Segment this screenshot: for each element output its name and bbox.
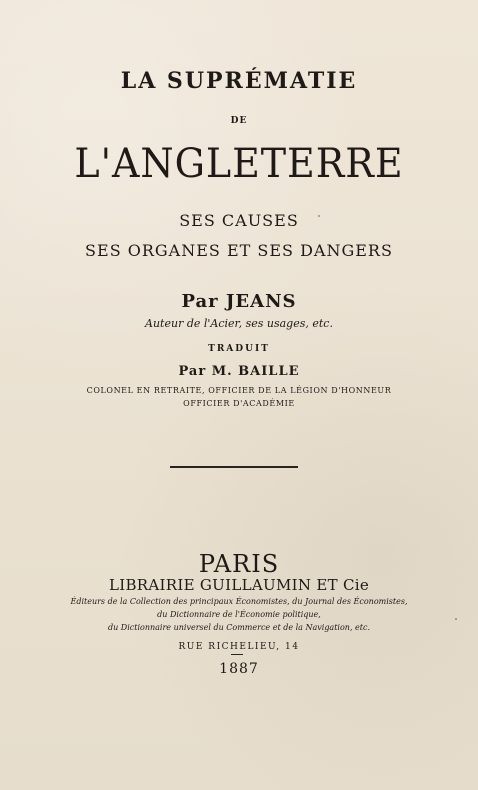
section-divider bbox=[170, 466, 298, 468]
paper-speck bbox=[318, 215, 320, 217]
paper-speck bbox=[455, 618, 457, 620]
year-divider bbox=[231, 654, 243, 655]
main-title-line-2: DE bbox=[230, 116, 248, 126]
main-title-line-1: LA SUPRÉMATIE bbox=[120, 68, 358, 94]
author-name: Par JEANS bbox=[181, 291, 297, 312]
translator-name: Par M. BAILLE bbox=[178, 364, 300, 379]
publisher-name: LIBRAIRIE GUILLAUMIN ET Cie bbox=[109, 576, 369, 594]
subtitle-line-1: SES CAUSES bbox=[179, 211, 299, 230]
translator-credits-line-2: OFFICIER D'ACADÉMIE bbox=[183, 399, 295, 408]
publication-city: PARIS bbox=[198, 550, 280, 578]
subtitle-line-2: SES ORGANES ET SES DANGERS bbox=[85, 241, 393, 260]
publisher-details-line-1: Éditeurs de la Collection des principaux Économistes, du Journal des Économistes, bbox=[70, 597, 408, 606]
main-title-line-3: L'ANGLETERRE bbox=[74, 141, 404, 187]
author-description: Auteur de l'Acier, ses usages, etc. bbox=[145, 317, 333, 330]
publication-year: 1887 bbox=[219, 661, 259, 677]
publisher-details-line-3: du Dictionnaire universel du Commerce et de la Navigation, etc. bbox=[107, 623, 371, 632]
publisher-address: RUE RICHELIEU, 14 bbox=[178, 642, 300, 652]
translation-label: TRADUIT bbox=[208, 344, 270, 354]
publisher-details-line-2: du Dictionnaire de l'Économie politique, bbox=[157, 610, 321, 619]
translator-credits-line-1: COLONEL EN RETRAITE, OFFICIER DE LA LÉGION D'HONNEUR bbox=[86, 386, 392, 395]
